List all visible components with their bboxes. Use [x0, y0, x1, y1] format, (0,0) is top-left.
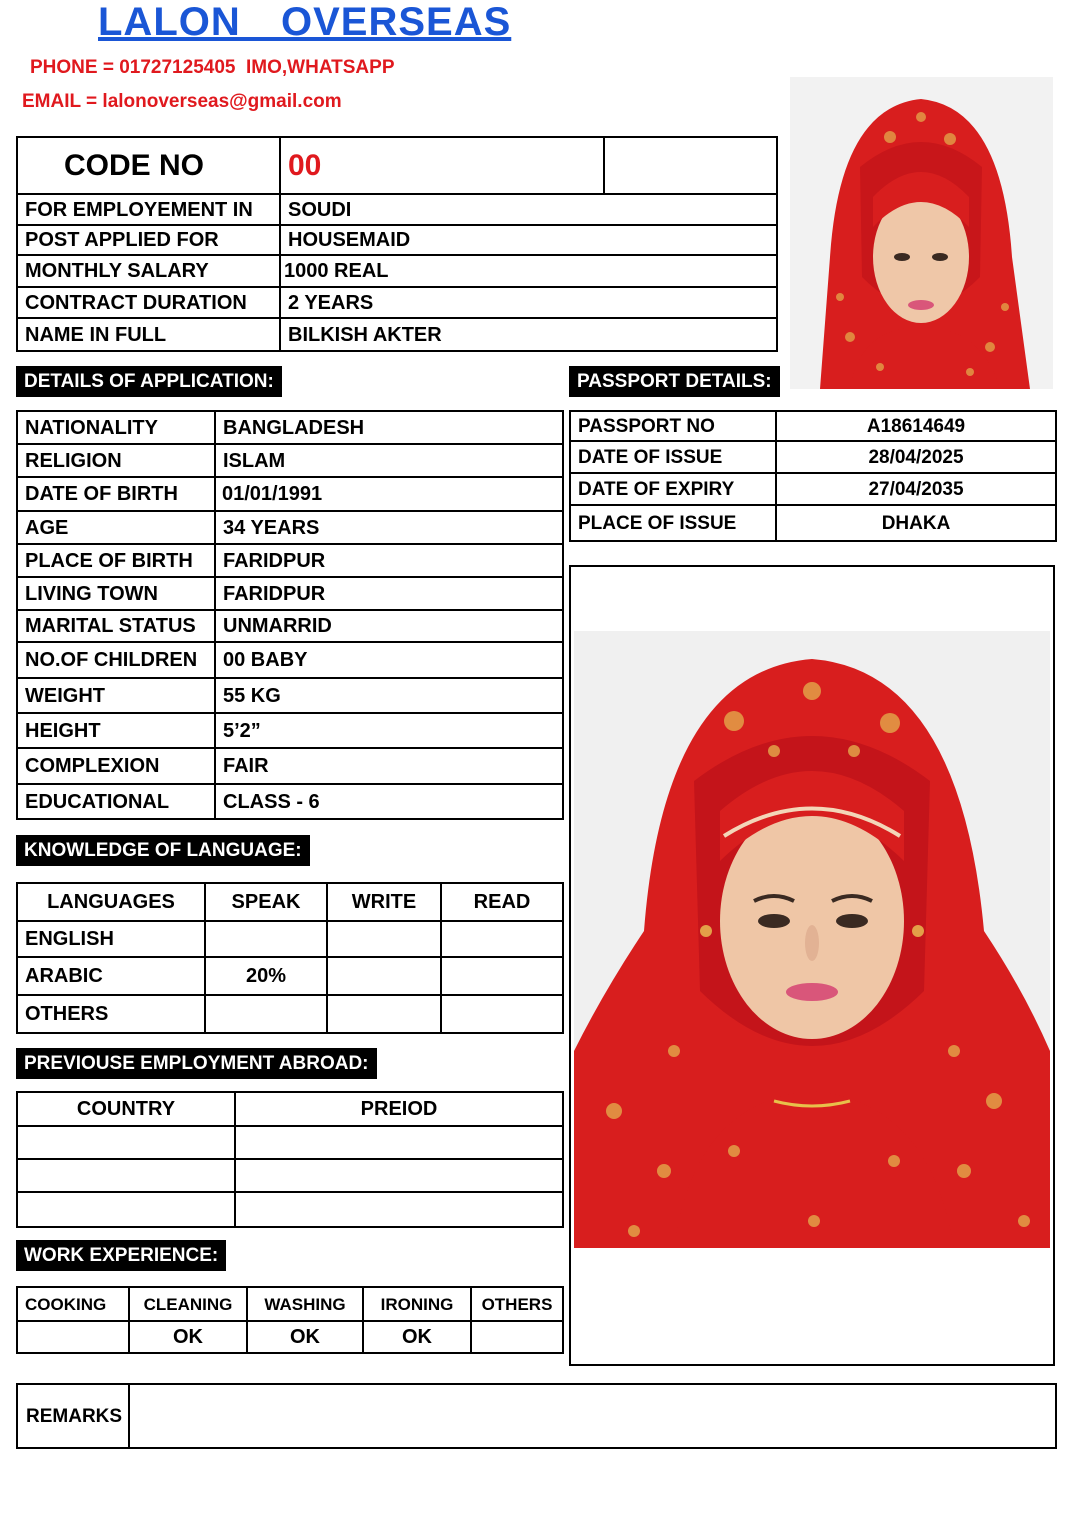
religion-value: ISLAM — [215, 444, 563, 477]
company-email: EMAIL = lalonoverseas@gmail.com — [22, 91, 342, 112]
remarks-value — [129, 1384, 1056, 1448]
country-cell — [17, 1159, 235, 1192]
nationality-value: BANGLADESH — [215, 411, 563, 444]
living-town-label: LIVING TOWN — [17, 577, 215, 610]
expiry-date-label: DATE OF EXPIRY — [570, 473, 776, 505]
details-table — [16, 410, 564, 820]
applicant-photo-small — [790, 77, 1053, 389]
lang-name: ARABIC — [17, 957, 205, 995]
contract-value: 2 YEARS — [280, 287, 777, 318]
col-cleaning: CLEANING — [129, 1287, 247, 1321]
lang-speak — [205, 921, 327, 957]
col-read: READ — [441, 883, 563, 921]
marital-label: MARITAL STATUS — [17, 610, 215, 642]
col-languages: LANGUAGES — [17, 883, 205, 921]
code-extra-cell — [604, 137, 777, 194]
table-row — [17, 287, 777, 318]
table-row — [17, 511, 563, 544]
issue-place-label: PLACE OF ISSUE — [570, 505, 776, 541]
birthplace-label: PLACE OF BIRTH — [17, 544, 215, 577]
lang-write — [327, 921, 441, 957]
lang-speak — [205, 995, 327, 1033]
salary-value: 1000 REAL — [280, 255, 777, 287]
table-header-row — [17, 1092, 563, 1126]
lang-name: ENGLISH — [17, 921, 205, 957]
country-cell — [17, 1126, 235, 1159]
issue-date-value: 28/04/2025 — [776, 441, 1056, 473]
employment-table — [16, 1091, 564, 1228]
table-row — [17, 1126, 563, 1159]
period-cell — [235, 1126, 563, 1159]
issue-date-label: DATE OF ISSUE — [570, 441, 776, 473]
education-label: EDUCATIONAL — [17, 784, 215, 819]
table-row — [17, 921, 563, 957]
table-row — [17, 1192, 563, 1227]
age-label: AGE — [17, 511, 215, 544]
passport-no-value: A18614649 — [776, 411, 1056, 441]
col-washing: WASHING — [247, 1287, 363, 1321]
language-header: KNOWLEDGE OF LANGUAGE: — [16, 835, 310, 866]
lang-read — [441, 921, 563, 957]
passport-no-label: PASSPORT NO — [570, 411, 776, 441]
col-cooking: COOKING — [17, 1287, 129, 1321]
age-value: 34 YEARS — [215, 511, 563, 544]
education-value: CLASS - 6 — [215, 784, 563, 819]
table-row — [570, 505, 1056, 541]
contract-label: CONTRACT DURATION — [17, 287, 280, 318]
table-row — [17, 444, 563, 477]
others-value — [471, 1321, 563, 1353]
company-name: LALON OVERSEAS — [98, 0, 512, 44]
table-header-row — [17, 883, 563, 921]
work-header: WORK EXPERIENCE: — [16, 1240, 226, 1271]
remarks-label: REMARKS — [17, 1384, 129, 1448]
issue-place-value: DHAKA — [776, 505, 1056, 541]
work-table — [16, 1286, 564, 1354]
table-row — [570, 411, 1056, 441]
lang-read — [441, 995, 563, 1033]
table-row — [17, 678, 563, 713]
weight-value: 55 KG — [215, 678, 563, 713]
code-value: 00 — [280, 137, 604, 194]
marital-value: UNMARRID — [215, 610, 563, 642]
employment-country-label: FOR EMPLOYEMENT IN — [17, 194, 280, 225]
passport-header: PASSPORT DETAILS: — [569, 366, 780, 397]
weight-label: WEIGHT — [17, 678, 215, 713]
country-cell — [17, 1192, 235, 1227]
lang-name: OTHERS — [17, 995, 205, 1033]
period-cell — [235, 1192, 563, 1227]
table-row — [17, 1159, 563, 1192]
table-header-row — [17, 1287, 563, 1321]
applicant-photo-small-image — [790, 77, 1053, 389]
employment-header: PREVIOUSE EMPLOYMENT ABROAD: — [16, 1048, 377, 1079]
top-info-table — [16, 136, 778, 352]
table-row — [17, 610, 563, 642]
table-row — [17, 713, 563, 748]
height-value: 5’2” — [215, 713, 563, 748]
col-period: PREIOD — [235, 1092, 563, 1126]
washing-value: OK — [247, 1321, 363, 1353]
table-row — [17, 1321, 563, 1353]
table-row — [17, 1384, 1056, 1448]
table-row — [17, 411, 563, 444]
col-country: COUNTRY — [17, 1092, 235, 1126]
post-value: HOUSEMAID — [280, 225, 777, 255]
complexion-value: FAIR — [215, 748, 563, 784]
table-row — [570, 473, 1056, 505]
company-phone: PHONE = 01727125405 IMO,WHATSAPP — [30, 57, 395, 78]
table-row — [17, 544, 563, 577]
table-row — [17, 784, 563, 819]
table-row — [17, 225, 777, 255]
table-row — [17, 748, 563, 784]
name-label: NAME IN FULL — [17, 318, 280, 351]
table-row — [17, 995, 563, 1033]
applicant-photo-large — [574, 631, 1050, 1248]
lang-write — [327, 995, 441, 1033]
table-row — [17, 255, 777, 287]
cleaning-value: OK — [129, 1321, 247, 1353]
code-row — [17, 137, 777, 194]
col-write: WRITE — [327, 883, 441, 921]
col-ironing: IRONING — [363, 1287, 471, 1321]
lang-read — [441, 957, 563, 995]
name-value: BILKISH AKTER — [280, 318, 777, 351]
period-cell — [235, 1159, 563, 1192]
remarks-table — [16, 1383, 1057, 1449]
children-value: 00 BABY — [215, 642, 563, 678]
language-table — [16, 882, 564, 1034]
table-row — [17, 477, 563, 511]
lang-speak: 20% — [205, 957, 327, 995]
table-row — [17, 957, 563, 995]
religion-label: RELIGION — [17, 444, 215, 477]
table-row — [17, 577, 563, 610]
details-header: DETAILS OF APPLICATION: — [16, 366, 282, 397]
post-label: POST APPLIED FOR — [17, 225, 280, 255]
col-speak: SPEAK — [205, 883, 327, 921]
cooking-value — [17, 1321, 129, 1353]
code-label: CODE NO — [17, 137, 280, 194]
col-others: OTHERS — [471, 1287, 563, 1321]
complexion-label: COMPLEXION — [17, 748, 215, 784]
salary-label: MONTHLY SALARY — [17, 255, 280, 287]
employment-country-value: SOUDI — [280, 194, 777, 225]
nationality-label: NATIONALITY — [17, 411, 215, 444]
birthplace-value: FARIDPUR — [215, 544, 563, 577]
dob-label: DATE OF BIRTH — [17, 477, 215, 511]
height-label: HEIGHT — [17, 713, 215, 748]
applicant-photo-large-image — [574, 631, 1050, 1248]
table-row — [570, 441, 1056, 473]
children-label: NO.OF CHILDREN — [17, 642, 215, 678]
ironing-value: OK — [363, 1321, 471, 1353]
lang-write — [327, 957, 441, 995]
table-row — [17, 194, 777, 225]
expiry-date-value: 27/04/2035 — [776, 473, 1056, 505]
table-row — [17, 642, 563, 678]
living-town-value: FARIDPUR — [215, 577, 563, 610]
dob-value: 01/01/1991 — [215, 477, 563, 511]
passport-table — [569, 410, 1057, 542]
table-row — [17, 318, 777, 351]
